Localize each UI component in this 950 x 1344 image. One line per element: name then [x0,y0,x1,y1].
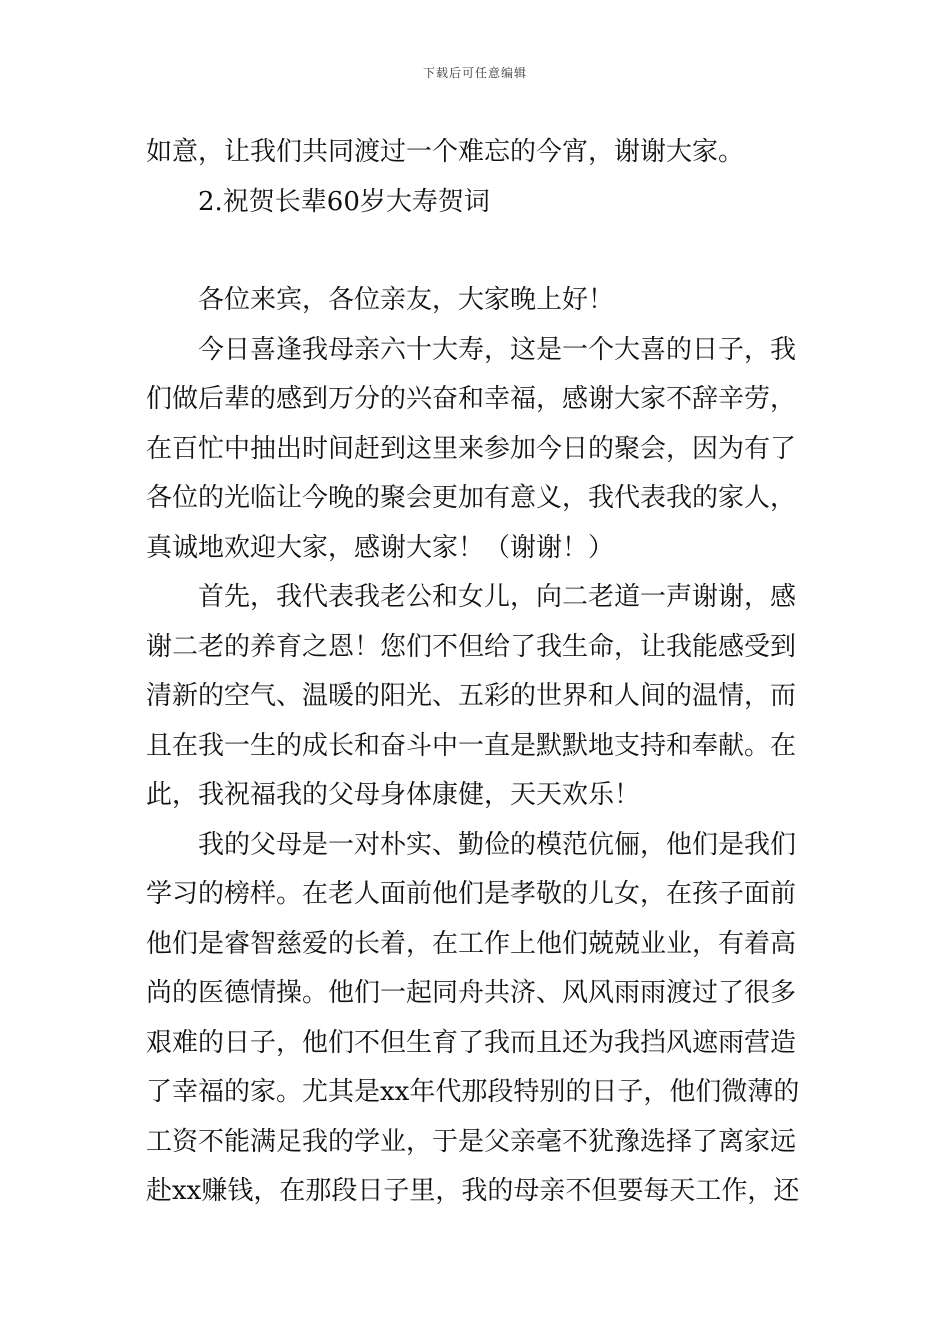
section-heading: 2.祝贺长辈60岁大寿贺词 [198,186,490,217]
text-line: 真诚地欢迎大家，感谢大家！（谢谢！） [146,532,615,563]
page-header: 下载后可任意编辑 [422,66,527,80]
text-line: 在百忙中抽出时间赶到这里来参加今日的聚会，因为有了 [146,433,797,464]
text-line: 此，我祝福我的父母身体康健，天天欢乐！ [146,780,641,810]
text-line: 各位的光临让今晚的聚会更加有意义，我代表我的家人， [146,483,797,513]
text-line: 且在我一生的成长和奋斗中一直是默默地支持和奉献。在 [146,730,797,761]
text-line: 清新的空气、温暖的阳光、五彩的世界和人间的温情，而 [146,681,797,711]
text-line: 今日喜逢我母亲六十大寿，这是一个大喜的日子，我 [198,334,797,365]
text-line: 工资不能满足我的学业，于是父亲毫不犹豫选择了离家远 [146,1126,797,1157]
text-line: 艰难的日子，他们不但生育了我而且还为我挡风遮雨营造 [146,1027,797,1058]
text-line: 尚的医德情操。他们一起同舟共济、风风雨雨渡过了很多 [146,978,797,1008]
text-line: 了幸福的家。尤其是xx年代那段特别的日子，他们微薄的 [146,1077,800,1107]
text-line: 我的父母是一对朴实、勤俭的模范伉俪，他们是我们 [198,829,797,860]
text-line: 他们是睿智慈爱的长着，在工作上他们兢兢业业，有着高 [146,928,797,959]
text-line: 首先，我代表我老公和女儿，向二老道一声谢谢，感 [198,582,797,612]
text-line: 如意，让我们共同渡过一个难忘的今宵，谢谢大家。 [146,137,745,167]
text-line: 学习的榜样。在老人面前他们是孝敬的儿女，在孩子面前 [146,879,797,909]
document-body [146,128,816,1217]
blank-line [146,227,816,276]
text-line: 们做后辈的感到万分的兴奋和幸福，感谢大家不辞辛劳， [146,384,797,414]
text-line: 谢二老的养育之恩！您们不但给了我生命，让我能感受到 [146,631,797,662]
text-line: 赴xx赚钱，在那段日子里，我的母亲不但要每天工作，还 [146,1176,800,1206]
greeting-line: 各位来宾，各位亲友，大家晚上好！ [198,285,615,315]
